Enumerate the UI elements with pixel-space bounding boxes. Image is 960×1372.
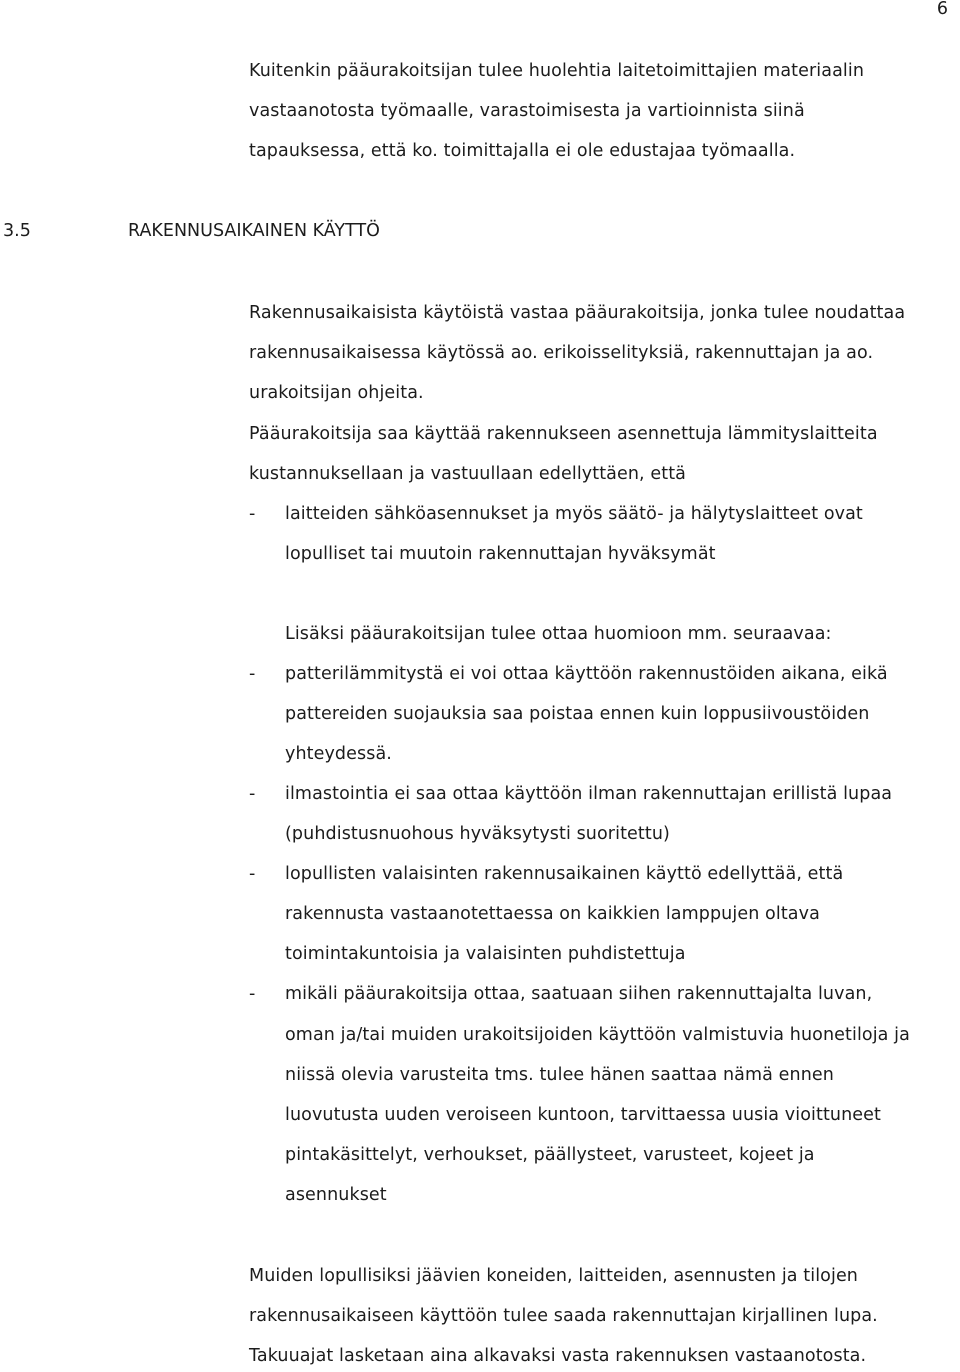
section-number: 3.5 [3, 221, 31, 241]
text-line: Pääurakoitsija saa käyttää rakennukseen asennettuja lämmityslaitteita [249, 424, 878, 444]
text-line: pattereiden suojauksia saa poistaa ennen kuin loppusiivoustöiden [285, 704, 870, 724]
text-line: luovutusta uuden veroiseen kuntoon, tarvittaessa uusia vioittuneet [285, 1105, 881, 1125]
text-line: ilmastointia ei saa ottaa käyttöön ilman rakennuttajan erillistä lupaa [285, 784, 893, 804]
section-title: RAKENNUSAIKAINEN KÄYTTÖ [128, 221, 380, 241]
text-line: kustannuksellaan ja vastuullaan edellyttäen, että [249, 464, 686, 484]
text-line: lopulliset tai muutoin rakennuttajan hyväksymät [285, 544, 716, 564]
text-line: asennukset [285, 1185, 387, 1205]
text-line: Rakennusaikaisista käytöistä vastaa pääurakoitsija, jonka tulee noudattaa [249, 303, 906, 323]
text-line: toimintakuntoisia ja valaisinten puhdistettuja [285, 944, 686, 964]
dash-bullet: - [249, 664, 256, 684]
text-line: urakoitsijan ohjeita. [249, 383, 424, 403]
text-line: Kuitenkin pääurakoitsijan tulee huolehtia laitetoimittajien materiaalin [249, 61, 865, 81]
text-line: rakennusta vastaanotettaessa on kaikkien lamppujen oltava [285, 904, 820, 924]
dash-bullet: - [249, 504, 256, 524]
page-number: 6 [936, 0, 948, 19]
text-line: niissä olevia varusteita tms. tulee hänen saattaa nämä ennen [285, 1065, 834, 1085]
text-line: rakennusaikaiseen käyttöön tulee saada rakennuttajan kirjallinen lupa. [249, 1306, 878, 1326]
text-line: patterilämmitystä ei voi ottaa käyttöön rakennustöiden aikana, eikä [285, 664, 888, 684]
text-line: yhteydessä. [285, 744, 392, 764]
dash-bullet: - [249, 784, 256, 804]
text-line: laitteiden sähköasennukset ja myös säätö- ja hälytyslaitteet ovat [285, 504, 863, 524]
list-intro-line: Lisäksi pääurakoitsijan tulee ottaa huomioon mm. seuraavaa: [285, 624, 832, 644]
dash-bullet: - [249, 864, 256, 884]
dash-bullet: - [249, 984, 256, 1004]
text-line: oman ja/tai muiden urakoitsijoiden käyttöön valmistuvia huonetiloja ja [285, 1025, 910, 1045]
text-line: tapauksessa, että ko. toimittajalla ei ole edustajaa työmaalla. [249, 141, 796, 161]
text-line: Takuuajat lasketaan aina alkavaksi vasta rakennuksen vastaanotosta. [249, 1346, 867, 1366]
text-line: lopullisten valaisinten rakennusaikainen käyttö edellyttää, että [285, 864, 844, 884]
text-line: vastaanotosta työmaalle, varastoimisesta ja vartioinnista siinä [249, 101, 805, 121]
text-line: Muiden lopullisiksi jäävien koneiden, laitteiden, asennusten ja tilojen [249, 1266, 859, 1286]
text-line: pintakäsittelyt, verhoukset, päällysteet, varusteet, kojeet ja [285, 1145, 815, 1165]
text-line: mikäli pääurakoitsija ottaa, saatuaan siihen rakennuttajalta luvan, [285, 984, 873, 1004]
text-line: (puhdistusnuohous hyväksytysti suoritettu) [285, 824, 670, 844]
text-line: rakennusaikaisessa käytössä ao. erikoisselityksiä, rakennuttajan ja ao. [249, 343, 874, 363]
